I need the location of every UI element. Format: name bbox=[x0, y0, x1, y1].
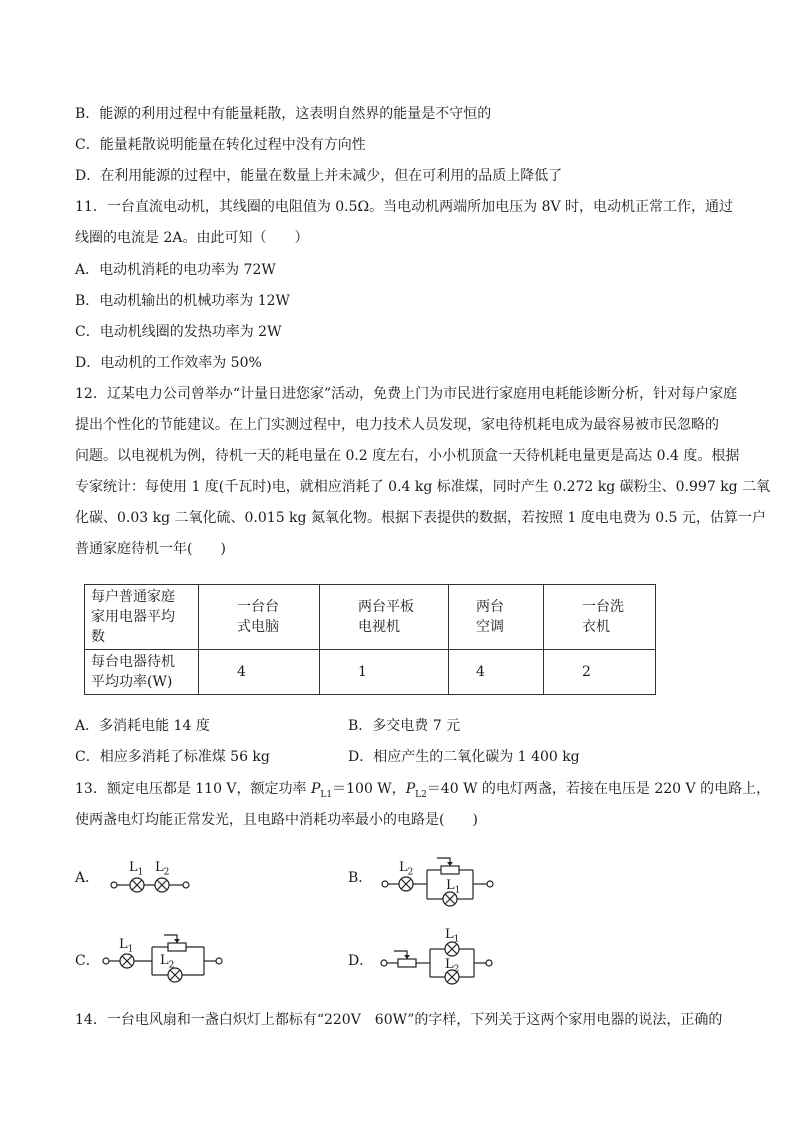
q10-option-c: C．能量耗散说明能量在转化过程中没有方向性 bbox=[75, 137, 366, 153]
terminal-icon bbox=[381, 960, 387, 966]
q12-option-b: B．多交电费 7 元 bbox=[348, 718, 461, 734]
terminal-icon bbox=[216, 958, 222, 964]
table-cell-appliance bbox=[544, 585, 656, 650]
circuit-d-diagram bbox=[378, 925, 503, 995]
q13-symbol: P bbox=[405, 781, 416, 797]
circuit-b-diagram bbox=[375, 850, 500, 914]
circuit-c-label: C． bbox=[75, 953, 100, 969]
appliance-name: 空调 bbox=[476, 619, 504, 635]
table-row bbox=[85, 585, 656, 650]
q12-stem-line6: 普通家庭待机一年( ) bbox=[75, 541, 226, 557]
q13-text: ＝40 W 的电灯两盏，若接在电压是 220 V 的电路上， bbox=[426, 781, 771, 797]
lamp-l1-label: $L_1$ bbox=[129, 860, 144, 878]
table-cell-power: 1 bbox=[320, 650, 449, 695]
lamp-l1-label: $L_1$ bbox=[119, 937, 134, 955]
lamp-l2-label: $L_2$ bbox=[399, 860, 414, 878]
q11-option-b: B．电动机输出的机械功率为 12W bbox=[75, 293, 290, 309]
q13-stem-line2: 使两盏电灯均能正常发光，且电路中消耗功率最小的电路是( ) bbox=[75, 812, 478, 828]
table-header-cell bbox=[85, 585, 199, 650]
q12-option-a: A．多消耗电能 14 度 bbox=[75, 718, 210, 734]
terminal-icon bbox=[382, 881, 388, 887]
q11-option-c: C．电动机线圈的发热功率为 2W bbox=[75, 324, 282, 340]
appliance-name: 式电脑 bbox=[237, 619, 279, 635]
lamp-l1-label: $L_1$ bbox=[446, 878, 461, 896]
q10-option-d: D．在利用能源的过程中，能量在数量上并未减少，但在可利用的品质上降低了 bbox=[75, 168, 563, 184]
table-header-text: 家用电器平均 bbox=[91, 609, 175, 625]
q11-stem-line2: 线圈的电流是 2A。由此可知（ ） bbox=[75, 230, 309, 246]
lamp-l2-label: $L_2$ bbox=[445, 957, 460, 975]
circuit-a-label: A． bbox=[75, 870, 100, 886]
table-cell-appliance bbox=[199, 585, 320, 650]
q14-stem-line1: 14．一台电风扇和一盏白炽灯上都标有“220V 60W”的字样，下列关于这两个家用电器的说法，正确的 bbox=[75, 1012, 723, 1028]
q13-subscript: L2 bbox=[415, 789, 427, 800]
table-cell-appliance bbox=[449, 585, 544, 650]
table-header-text: 每户普通家庭 bbox=[91, 589, 175, 605]
q12-stem-line4: 专家统计：每使用 1 度(千瓦时)电，就相应消耗了 0.4 kg 标准煤，同时产生 0.272 kg 碳粉尘、0.997 kg 二氧 bbox=[75, 479, 771, 495]
q12-stem-line2: 提出个性化的节能建议。在上门实测过程中，电力技术人员发现，家电待机耗电成为最容易被市民忽略的 bbox=[75, 417, 719, 433]
rheostat-icon bbox=[398, 959, 416, 967]
q11-option-a: A．电动机消耗的电功率为 72W bbox=[75, 262, 276, 278]
q13-stem-line1 bbox=[75, 779, 770, 805]
appliance-name: 两台平板 bbox=[358, 599, 414, 615]
q12-stem-line1: 12．辽某电力公司曾举办“计量日进您家”活动，免费上门为市民进行家庭用电耗能诊断分析，针对每户家庭 bbox=[75, 386, 738, 402]
rheostat-icon bbox=[168, 943, 186, 951]
q10-option-b: B．能源的利用过程中有能量耗散，这表明自然界的能量是不守恒的 bbox=[75, 106, 492, 122]
circuit-a-svg bbox=[100, 860, 200, 900]
lamp-l2-label: $L_2$ bbox=[155, 860, 170, 878]
lamp-l2-label: $L_2$ bbox=[160, 953, 175, 971]
table-header-text: 数 bbox=[91, 629, 105, 645]
terminal-icon bbox=[486, 960, 492, 966]
circuit-d-label: D． bbox=[348, 953, 374, 969]
table-cell-power: 4 bbox=[449, 650, 544, 695]
appliance-name: 两台 bbox=[476, 599, 504, 615]
table-header-cell bbox=[85, 650, 199, 695]
q13-subscript: L1 bbox=[320, 789, 333, 800]
q13-text: ＝100 W， bbox=[332, 781, 406, 797]
table-cell-power: 4 bbox=[199, 650, 320, 695]
terminal-icon bbox=[487, 881, 493, 887]
appliance-name: 电视机 bbox=[358, 619, 400, 635]
table-cell-power: 2 bbox=[544, 650, 656, 695]
circuit-c-diagram bbox=[100, 925, 225, 989]
lamp-l1-label: $L_1$ bbox=[445, 927, 460, 945]
q12-option-d: D．相应产生的二氧化碳为 1 400 kg bbox=[348, 749, 580, 765]
terminal-icon bbox=[103, 958, 109, 964]
rheostat-icon bbox=[441, 866, 459, 874]
table-cell-appliance bbox=[320, 585, 449, 650]
appliance-name: 一台洗 bbox=[582, 599, 624, 615]
table-header-text: 平均功率(W) bbox=[91, 674, 173, 690]
circuit-a-diagram bbox=[100, 860, 200, 904]
circuit-d-svg bbox=[378, 925, 503, 991]
terminal-icon bbox=[183, 882, 189, 888]
q12-option-c: C．相应多消耗了标准煤 56 kg bbox=[75, 749, 270, 765]
terminal-icon bbox=[111, 882, 117, 888]
q13-symbol: P bbox=[311, 781, 321, 797]
q11-stem-line1: 11．一台直流电动机，其线圈的电阻值为 0.5Ω。当电动机两端所加电压为 8V 时，电动机正常工作，通过 bbox=[75, 199, 734, 215]
appliance-name: 衣机 bbox=[582, 619, 610, 635]
circuit-b-svg bbox=[375, 850, 500, 910]
table-row bbox=[85, 650, 656, 695]
q13-text: 13．额定电压都是 110 V，额定功率 bbox=[75, 781, 311, 797]
appliance-name: 一台台 bbox=[237, 599, 279, 615]
q12-stem-line5: 化碳、0.03 kg 二氧化硫、0.015 kg 氮氧化物。根据下表提供的数据，若按照 1 度电电费为 0.5 元，估算一户 bbox=[75, 510, 766, 526]
q12-stem-line3: 问题。以电视机为例，待机一天的耗电量在 0.2 度左右，小小机顶盒一天待机耗电量更是高达 0.4 度。根据 bbox=[75, 448, 740, 464]
table-header-text: 每台电器待机 bbox=[91, 654, 175, 670]
appliance-standby-table bbox=[84, 584, 656, 695]
circuit-b-label: B． bbox=[348, 870, 373, 886]
q11-option-d: D．电动机的工作效率为 50% bbox=[75, 355, 262, 371]
